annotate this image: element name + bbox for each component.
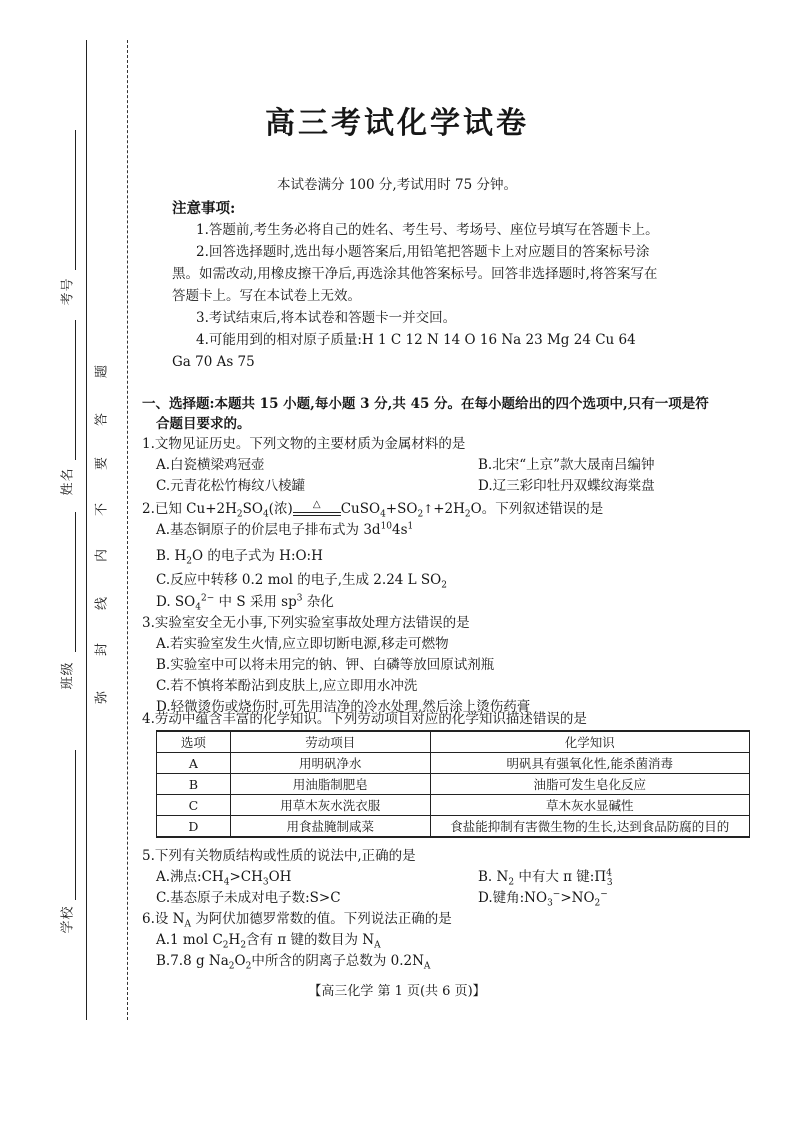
option-b: B.7.8 g $Na_2O_2$中所含的阴离子总数为 $0.2N_A$ [156,953,431,972]
seal-char: 不 [94,503,110,517]
exam-no-label: 考号 [60,277,76,306]
question-stem: 5.下列有关物质结构或性质的说法中,正确的是 [142,848,416,864]
name-label: 姓名 [60,467,76,496]
table-cell: A [157,753,231,774]
table-row [157,753,750,774]
table-cell: C [157,795,231,816]
notice-item: 3.考试结束后,将本试卷和答题卡一并交回。 [196,310,457,326]
section-heading: 一、选择题:本题共 15 小题,每小题 3 分,共 45 分。在每小题给出的四个选项中,只有一项是符 [142,396,709,412]
section-heading: 合题目要求的。 [156,416,251,432]
seal-char: 线 [94,597,110,611]
option-a: A.沸点$:CH_4>CH_3OH$ [156,869,292,888]
notice-item: 4.可能用到的相对原子质量:H 1 C 12 N 14 O 16 Na 23 Mg 24 Cu 64 [196,332,636,348]
option-c: C.基态原子未成对电子数:S>C [156,890,341,906]
notice-item: 2.回答选择题时,选出每小题答案后,用铅笔把答题卡上对应题目的答案标号涂 [196,244,650,260]
question-stem: 2.已知 $Cu+2H_2SO_4$(浓) △ $CuSO_4+SO_2↑+2H_2O$。下列叙述错误的是 [142,499,604,520]
table-header: 选项 [157,731,231,753]
page-title: 高三考试化学试卷 [265,106,529,141]
option-a: A.白瓷横梁鸡冠壶 [156,457,265,473]
seal-char: 要 [94,457,110,471]
option-c: C.元青花松竹梅纹八棱罐 [156,478,306,494]
seal-char: 题 [94,365,110,379]
page-footer: 【高三化学 第 1 页(共 6 页)】 [308,984,486,999]
option-a: A.1 mol $C_2H_2$含有 π 键的数目为 $N_A$ [156,932,381,951]
option-b: B.北宋“上京”款大晟南吕编钟 [478,457,655,473]
option-b: B. $N_2$ 中有大 π 键$:\Pi^4_3$ [478,868,613,888]
table-cell: 用油脂制肥皂 [230,774,430,795]
option-d: D.键角$:NO_3^->NO_2^-$ [478,889,608,909]
class-blank [75,512,76,652]
question-stem: 4.劳动中蕴含丰富的化学知识。下列劳动项目对应的化学知识描述错误的是 [142,711,587,727]
table-cell: 用食盐腌制咸菜 [230,816,430,838]
table-cell: B [157,774,231,795]
option-a: A.若实验室发生火情,应立即切断电源,移走可燃物 [156,636,449,652]
question-stem: 6.设 $N_A$ 为阿伏加德罗常数的值。下列说法正确的是 [142,911,452,930]
option-d: D.轻微烫伤或烧伤时,可先用洁净的冷水处理,然后涂上烫伤药膏 [156,699,531,715]
option-d: D.辽三彩印牡丹双蝶纹海棠盘 [478,478,655,494]
option-b: B.实验室中可以将未用完的钠、钾、白磷等放回原试剂瓶 [156,657,495,673]
table-row [157,816,750,838]
table-row [157,774,750,795]
notice-item: Ga 70 As 75 [172,354,255,370]
table-cell: 明矾具有强氧化性,能杀菌消毒 [430,753,749,774]
table-header: 化学知识 [430,731,749,753]
table-header: 劳动项目 [230,731,430,753]
exam-no-blank [75,130,76,270]
option-a: A.基态铜原子的价层电子排布式为 $3d^{10}4s^1$ [156,521,414,538]
question-stem: 1.文物见证历史。下列文物的主要材质为金属材料的是 [142,436,466,452]
table-cell: D [157,816,231,838]
knowledge-table [156,730,750,838]
table-cell: 草木灰水显碱性 [430,795,749,816]
seal-char: 答 [94,413,110,427]
option-c: C.若不慎将苯酚沾到皮肤上,应立即用水冲洗 [156,678,418,694]
option-c: C.反应中转移 0.2 mol 的电子,生成 2.24 L $SO_2$ [156,572,447,591]
notice-item: 黑。如需改动,用橡皮擦干净后,再选涂其他答案标号。回答非选择题时,将答案写在 [172,266,658,282]
exam-info: 本试卷满分 100 分,考试用时 75 分钟。 [277,177,517,193]
table-row [157,795,750,816]
table-cell: 用草木灰水洗衣服 [230,795,430,816]
seal-char: 弥 [94,691,110,705]
name-blank [75,320,76,460]
table-cell: 油脂可发生皂化反应 [430,774,749,795]
option-d: D. $SO_4^{2-}$ 中 S 采用 $sp^3$ 杂化 [156,593,334,613]
notice-item: 1.答题前,考生务必将自己的姓名、考生号、考场号、座位号填写在答题卡上。 [196,222,659,238]
table-cell: 用明矾净水 [230,753,430,774]
table-cell: 食盐能抑制有害微生物的生长,达到食品防腐的目的 [430,816,749,838]
school-label: 学校 [60,905,76,934]
question-stem: 3.实验室安全无小事,下列实验室事故处理方法错误的是 [142,615,470,631]
seal-char: 内 [94,549,110,563]
class-label: 班级 [60,661,76,690]
notice-heading: 注意事项: [172,200,236,217]
school-blank [75,750,76,900]
option-b: B. $H_2O$ 的电子式为 H:O:H [156,548,323,567]
notice-item: 答题卡上。写在本试卷上无效。 [172,288,361,304]
seal-char: 封 [94,643,110,657]
